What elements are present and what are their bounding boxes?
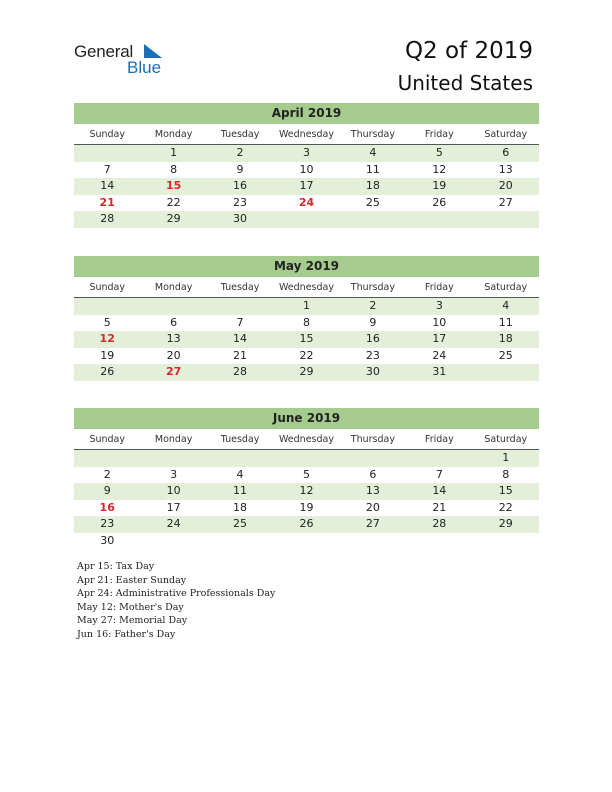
date-cell: 11 [498,315,513,329]
date-cell: 11 [365,162,380,176]
month-calendar [74,256,539,381]
date-cell: 5 [435,146,443,159]
week-row [74,450,539,467]
holiday-date-cell: 27 [165,365,182,379]
date-cell: 17 [166,500,181,514]
date-cell: 18 [233,500,248,514]
date-cell: 21 [432,500,447,514]
date-cell: 17 [432,332,447,346]
date-cell: 20 [498,179,513,193]
holiday-date-cell: 24 [298,195,315,209]
date-cell [273,211,339,228]
date-cell [340,450,406,467]
date-cell: 8 [170,162,178,176]
date-cell [273,450,339,467]
date-cell: 26 [299,517,314,531]
week-row [74,533,539,550]
date-cell: 3 [435,299,443,312]
date-cell: 17 [299,179,314,193]
date-cell: 26 [432,195,447,209]
date-cell: 30 [233,212,248,226]
date-cell: 9 [369,315,377,329]
date-cell: 25 [365,195,380,209]
date-cell: 1 [302,299,310,312]
date-cell: 28 [100,212,115,226]
date-cell: 11 [233,484,248,498]
date-cell: 10 [432,315,447,329]
date-cell: 14 [100,179,115,193]
weekday-label: Wednesday [278,282,334,293]
date-cell: 29 [299,365,314,379]
date-cell [207,533,273,550]
week-row [74,195,539,212]
holiday-entry: Jun 16: Father's Day [77,628,176,640]
month-calendar [74,408,539,550]
date-cell: 25 [233,517,248,531]
date-cell [340,533,406,550]
date-cell: 9 [103,484,111,498]
date-cell: 5 [302,467,310,481]
weekday-label: Monday [154,434,193,445]
week-row [74,298,539,315]
date-cell: 3 [170,467,178,481]
date-cell: 13 [166,332,181,346]
date-cell: 4 [369,146,377,159]
logo-text-blue: Blue [127,58,162,77]
week-row [74,516,539,533]
date-cell: 23 [233,195,248,209]
date-cell: 27 [498,195,513,209]
weekday-label: Monday [154,282,193,293]
holiday-date-cell: 12 [99,332,115,346]
date-cell: 14 [233,332,248,346]
date-cell: 26 [100,365,115,379]
date-cell [207,298,273,315]
weekday-label: Saturday [484,129,528,140]
page-title: Q2 of 2019 [404,38,533,64]
holiday-entry: Apr 15: Tax Day [77,561,155,572]
month-calendar [74,103,539,228]
date-cell: 2 [236,146,244,159]
date-cell: 31 [432,365,447,379]
holiday-entry: May 27: Memorial Day [77,615,188,626]
date-cell: 23 [365,348,380,362]
date-cell: 20 [365,500,380,514]
holiday-list [77,560,275,641]
date-cell: 29 [166,212,181,226]
date-cell: 18 [365,179,380,193]
date-cell: 25 [498,348,513,362]
date-cell: 14 [432,484,447,498]
brand-logo [74,42,184,82]
month-title: May 2019 [74,256,539,277]
date-cell [406,533,472,550]
holiday-date-cell: 21 [99,195,115,209]
holiday-date-cell: 15 [165,179,182,193]
weekday-label: Tuesday [220,129,260,140]
date-cell: 22 [498,500,513,514]
date-cell: 3 [302,146,310,159]
month-title: June 2019 [74,408,539,429]
date-cell [207,450,273,467]
date-cell [74,145,140,162]
week-row [74,145,539,162]
weekday-label: Thursday [350,434,395,445]
date-cell: 1 [502,451,510,464]
date-cell: 9 [236,162,244,176]
weekday-label: Monday [154,129,193,140]
date-cell [140,298,206,315]
date-cell: 6 [170,315,178,329]
weekday-label: Friday [424,282,454,293]
date-cell [340,211,406,228]
date-cell: 4 [236,467,244,481]
weekday-label: Saturday [484,434,528,445]
date-cell [473,533,539,550]
week-row [74,500,539,517]
date-cell: 10 [166,484,181,498]
weekday-header-row [74,127,539,145]
date-cell: 19 [432,179,447,193]
logo-text-general: General [74,42,134,61]
date-cell [140,450,206,467]
week-row [74,331,539,348]
weekday-label: Wednesday [278,434,334,445]
date-cell: 29 [498,517,513,531]
date-cell: 28 [233,365,248,379]
date-cell: 8 [302,315,310,329]
week-row [74,348,539,365]
date-cell: 15 [498,484,513,498]
date-cell: 28 [432,517,447,531]
week-row [74,483,539,500]
date-cell: 6 [502,146,510,159]
week-row [74,178,539,195]
week-row [74,211,539,228]
date-cell: 5 [103,315,111,329]
date-cell [473,364,539,381]
date-cell: 6 [369,467,377,481]
date-cell: 15 [299,332,314,346]
month-title: April 2019 [74,103,539,124]
date-cell [473,211,539,228]
holiday-entry: Apr 24: Administrative Professionals Day [77,588,276,599]
date-cell [406,211,472,228]
date-cell: 27 [365,517,380,531]
weekday-label: Sunday [89,282,125,293]
date-cell [74,298,140,315]
date-cell: 12 [299,484,314,498]
holiday-entry: Apr 21: Easter Sunday [77,574,187,586]
date-cell: 13 [365,484,380,498]
date-cell [140,533,206,550]
date-cell [406,450,472,467]
weekday-label: Friday [424,434,454,445]
date-cell: 2 [103,467,111,481]
weekday-label: Thursday [350,129,395,140]
date-cell: 2 [369,299,377,312]
page-subtitle: United States [397,71,533,95]
date-cell: 7 [435,467,443,481]
date-cell: 10 [299,162,314,176]
date-cell: 22 [166,195,181,209]
date-cell: 7 [236,315,244,329]
date-cell: 1 [170,146,178,159]
weekday-header-row [74,432,539,450]
week-row [74,162,539,179]
date-cell: 16 [233,179,248,193]
date-cell: 7 [103,162,111,176]
weekday-label: Sunday [89,434,125,445]
holiday-entry: May 12: Mother's Day [77,601,184,613]
weekday-label: Saturday [484,282,528,293]
weekday-label: Tuesday [220,282,260,293]
week-row [74,315,539,332]
weekday-label: Friday [424,129,454,140]
date-cell: 23 [100,517,115,531]
date-cell: 18 [498,332,513,346]
date-cell: 21 [233,348,248,362]
weekday-label: Thursday [350,282,395,293]
date-cell: 16 [365,332,380,346]
date-cell: 24 [432,348,447,362]
date-cell: 8 [502,467,510,481]
date-cell [273,533,339,550]
week-row [74,467,539,484]
weekday-header-row [74,280,539,298]
weekday-label: Sunday [89,129,125,140]
date-cell: 4 [502,299,510,312]
holiday-date-cell: 16 [99,500,115,514]
weekday-label: Tuesday [220,434,260,445]
date-cell: 20 [166,348,181,362]
date-cell: 30 [100,533,115,547]
date-cell: 13 [498,162,513,176]
date-cell [74,450,140,467]
weekday-label: Wednesday [278,129,334,140]
week-row [74,364,539,381]
date-cell: 19 [299,500,314,514]
date-cell: 30 [365,365,380,379]
date-cell: 24 [166,517,181,531]
date-cell: 12 [432,162,447,176]
date-cell: 22 [299,348,314,362]
date-cell: 19 [100,348,115,362]
